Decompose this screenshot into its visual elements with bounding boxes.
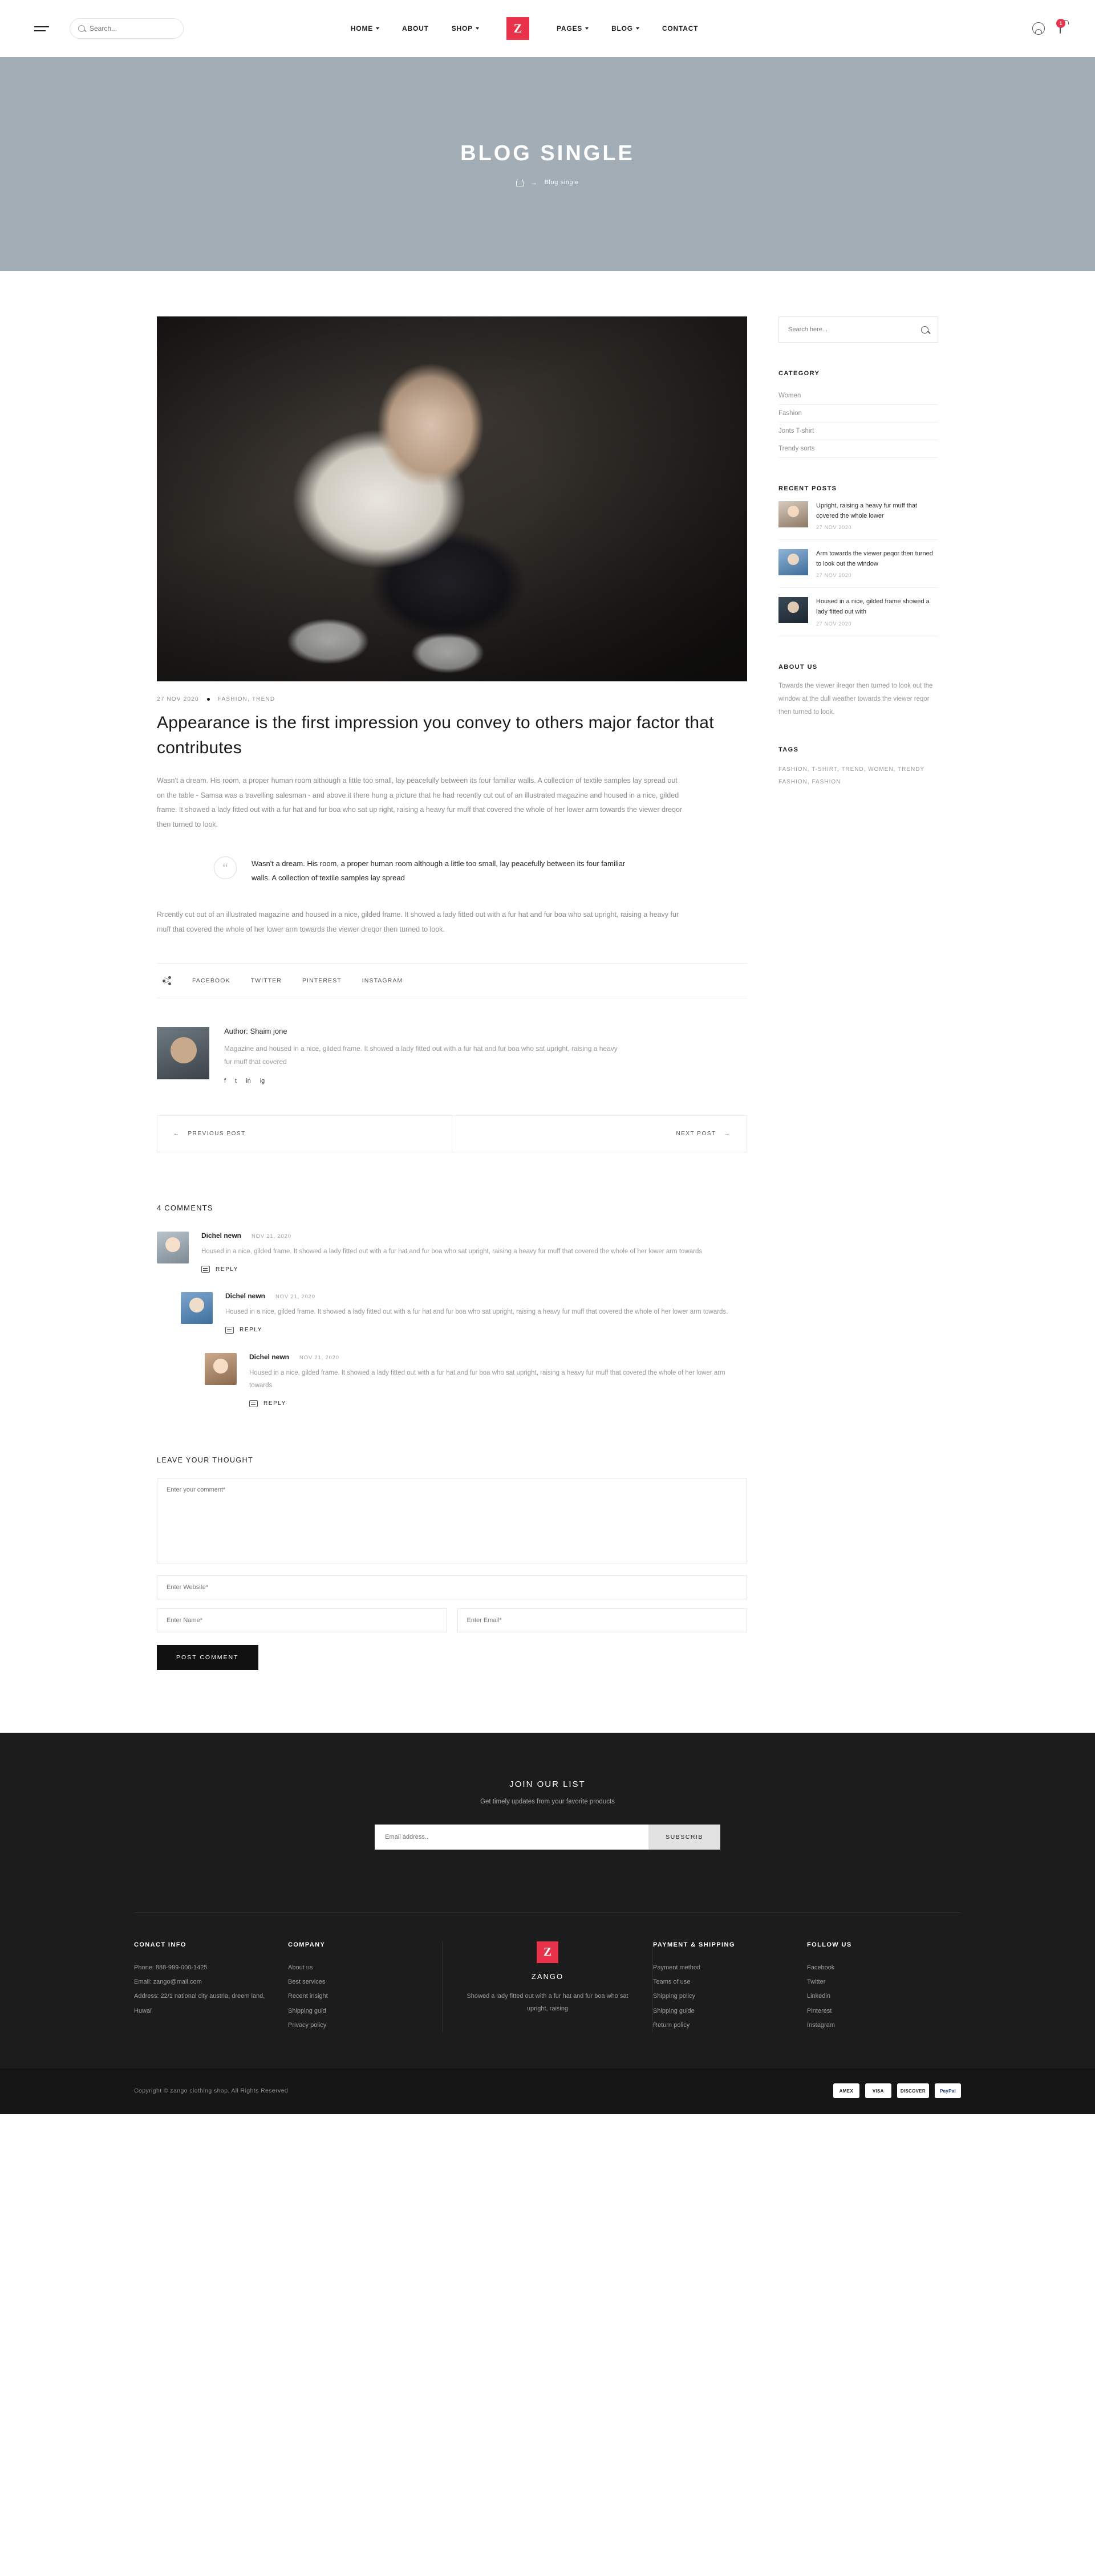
category-widget-title: CATEGORY — [778, 370, 820, 377]
category-item-women[interactable]: Women — [778, 387, 938, 405]
recent-post-thumbnail — [778, 549, 808, 575]
next-post-button[interactable] — [452, 1116, 747, 1152]
footer-link-teams-of-use[interactable]: Teams of use — [653, 1978, 691, 1986]
footer-link-pinterest[interactable]: Pinterest — [807, 2007, 832, 2014]
footer-payment-column — [653, 1941, 807, 2033]
previous-post-button[interactable] — [157, 1116, 452, 1152]
footer-company-title: COMPANY — [288, 1941, 326, 1948]
search-icon — [78, 25, 85, 32]
copyright-bar — [0, 2067, 1095, 2114]
footer-link-privacy-policy[interactable]: Privacy policy — [288, 2021, 327, 2029]
author-twitter-icon[interactable]: t — [235, 1078, 237, 1085]
post-meta — [157, 696, 747, 702]
visa-card-icon: VISA — [865, 2083, 891, 2098]
commenter-avatar — [181, 1292, 213, 1324]
paypal-card-icon: PayPal — [935, 2083, 961, 2098]
footer-link-shipping-policy[interactable]: Shipping policy — [653, 1993, 695, 2000]
comment-textarea[interactable] — [157, 1478, 747, 1563]
comment-header — [225, 1292, 728, 1300]
comment-text: Housed in a nice, gilded frame. It showed a lady fitted out with a fur hat and fur boa who sat upright, raising a heavy fur muff that covered the whole of her lower arm towards — [201, 1248, 703, 1256]
tags-list — [778, 763, 938, 789]
footer-brand-name: ZANGO — [531, 1972, 564, 1981]
footer-address: Address: 22/1 national city austria, dreem land, Huwai — [134, 1993, 265, 2014]
nav-item-blog[interactable] — [611, 25, 639, 32]
comment-date: NOV 21, 2020 — [252, 1233, 291, 1240]
share-facebook[interactable]: FACEBOOK — [192, 977, 230, 985]
cart-button[interactable] — [1060, 23, 1061, 34]
recent-post-item[interactable] — [778, 588, 938, 636]
share-twitter[interactable]: TWITTER — [250, 977, 282, 985]
footer-link-about-us[interactable]: About us — [288, 1964, 313, 1971]
footer-brand-text: Showed a lady fitted out with a fur hat and fur boa who sat upright, raising — [467, 1992, 628, 2012]
post-comment-button[interactable]: POST COMMENT — [157, 1645, 258, 1670]
comment-date: NOV 21, 2020 — [275, 1294, 315, 1301]
footer-link-best-services[interactable]: Best services — [288, 1978, 326, 1986]
category-item-trendy-sorts[interactable]: Trendy sorts — [778, 440, 938, 458]
reply-label: REPLY — [240, 1327, 263, 1334]
website-field[interactable] — [157, 1575, 747, 1599]
footer-link-linkedin[interactable]: Linkedin — [807, 1993, 830, 2000]
author-linkedin-icon[interactable]: in — [246, 1078, 251, 1085]
nav-item-shop[interactable] — [452, 25, 479, 32]
breadcrumb-arrow: → — [530, 178, 538, 186]
newsletter-form — [0, 1825, 1095, 1850]
header-search[interactable] — [70, 18, 184, 39]
post-paragraph-2: Rrcently cut out of an illustrated magazine and housed in a nice, gilded frame. It showed a lady fitted out with a fur hat and fur boa who sat upright, raising a heavy fur muff that covered the whole of her lower arm towards the viewer dreqor then turned to look. — [157, 911, 679, 933]
copyright-text: Copyright © zango clothing shop. All Rights Reserved — [134, 2087, 289, 2095]
comment-item — [157, 1292, 747, 1333]
quote-icon: “ — [214, 856, 237, 879]
nav-item-home[interactable] — [351, 25, 379, 32]
commenter-avatar — [205, 1353, 237, 1385]
nav-item-about[interactable] — [402, 25, 429, 32]
reply-label: REPLY — [216, 1266, 239, 1273]
cart-badge: 1 — [1056, 19, 1065, 28]
footer-contact-title: CONACT INFO — [134, 1941, 186, 1948]
menu-line — [34, 26, 49, 27]
tags-title: TAGS — [778, 746, 799, 753]
page-content — [157, 271, 938, 1670]
recent-post-title: Housed in a nice, gilded frame showed a lady fitted out with — [816, 598, 930, 615]
comment-text: Housed in a nice, gilded frame. It showed a lady fitted out with a fur hat and fur boa who sat upright, raising a heavy fur muff that covered the whole of her lower arm towards — [249, 1369, 725, 1389]
newsletter-section — [0, 1733, 1095, 1890]
name-email-row — [157, 1608, 747, 1632]
author-description: Magazine and housed in a nice, gilded frame. It showed a lady fitted out with a fur hat and fur boa who sat upright, raising a heavy fur muff that covered — [224, 1045, 618, 1066]
discover-card-icon: DISCOVER — [897, 2083, 929, 2098]
site-footer — [0, 1890, 1095, 2067]
recent-post-thumbnail — [778, 501, 808, 527]
footer-logo-icon[interactable]: Z — [537, 1941, 558, 1963]
previous-post-label: PREVIOUS POST — [188, 1131, 246, 1137]
comment-reply-button[interactable] — [225, 1327, 728, 1334]
breadcrumb — [516, 178, 579, 186]
recent-post-thumbnail — [778, 597, 808, 623]
post-blockquote — [157, 856, 747, 885]
footer-link-return-policy[interactable]: Return policy — [653, 2021, 690, 2029]
footer-link-shipping-guid[interactable]: Shipping guid — [288, 2007, 326, 2014]
chevron-down-icon — [636, 27, 639, 30]
email-field[interactable] — [457, 1608, 748, 1632]
menu-line — [34, 30, 46, 31]
author-box — [157, 1027, 747, 1084]
footer-email: Email: zango@mail.com — [134, 1978, 202, 1986]
recent-post-title: Upright, raising a heavy fur muff that covered the whole lower — [816, 502, 918, 519]
reply-icon — [225, 1327, 234, 1334]
amex-card-icon: AMEX — [833, 2083, 859, 2098]
footer-link-instagram[interactable]: Instagram — [807, 2021, 835, 2029]
footer-follow-column — [807, 1941, 961, 2033]
footer-payment-title: PAYMENT & SHIPPING — [653, 1941, 735, 1948]
author-social-links — [224, 1078, 623, 1084]
nav-label: HOME — [350, 25, 374, 32]
footer-phone: Phone: 888-999-000-1425 — [134, 1964, 208, 1971]
recent-post-date: 27 NOV 2020 — [816, 572, 852, 579]
post-navigation — [157, 1115, 747, 1152]
newsletter-subtitle: Get timely updates from your favorite products — [480, 1798, 615, 1805]
chevron-down-icon — [585, 27, 589, 30]
footer-link-twitter[interactable]: Twitter — [807, 1978, 826, 1986]
reply-icon — [249, 1400, 258, 1407]
header-actions — [1032, 22, 1061, 35]
commenter-name: Dichel newn — [225, 1292, 266, 1301]
sidebar-search[interactable] — [778, 316, 938, 343]
category-item-fashion[interactable]: Fashion — [778, 405, 938, 422]
site-header — [0, 0, 1095, 57]
about-us-title: ABOUT US — [778, 663, 818, 671]
share-icon[interactable] — [163, 976, 172, 985]
share-pinterest[interactable]: PINTEREST — [302, 977, 342, 985]
comment-item — [157, 1353, 747, 1407]
chevron-down-icon — [376, 27, 379, 30]
recent-post-date: 27 NOV 2020 — [816, 525, 852, 531]
newsletter-subscribe-button[interactable]: SUBSCRIB — [648, 1825, 720, 1850]
post-title: Appearance is the first impression you convey to others major factor that contributes — [157, 713, 714, 757]
comments-heading: 4 COMMENTS — [157, 1204, 213, 1213]
recent-posts-title: RECENT POSTS — [778, 485, 837, 492]
nav-item-contact[interactable] — [662, 25, 698, 32]
footer-link-facebook[interactable]: Facebook — [807, 1964, 835, 1971]
arrow-left-icon: ← — [173, 1131, 180, 1137]
author-instagram-icon[interactable]: ig — [259, 1078, 265, 1085]
nav-label: BLOG — [611, 25, 633, 32]
reply-label: REPLY — [263, 1400, 287, 1407]
nav-label: CONTACT — [662, 25, 699, 32]
recent-post-item[interactable] — [778, 540, 938, 588]
chevron-down-icon — [476, 27, 479, 30]
footer-follow-title: FOLLOW US — [807, 1941, 852, 1948]
comment-header — [249, 1353, 747, 1361]
blockquote-text: Wasn't a dream. His room, a proper human room although a little too small, lay peacefully between its four familiar walls. A collection of textile samples lay spread — [252, 859, 626, 882]
recent-post-date: 27 NOV 2020 — [816, 620, 852, 627]
blog-main-column — [157, 316, 747, 1670]
author-name: Author: Shaim jone — [224, 1027, 287, 1036]
post-categories[interactable]: FASHION, TREND — [217, 696, 275, 702]
newsletter-title: JOIN OUR LIST — [509, 1779, 586, 1789]
nav-label: SHOP — [451, 25, 473, 32]
name-field[interactable] — [157, 1608, 447, 1632]
logo-brandmark[interactable]: Z — [506, 17, 529, 40]
commenter-name: Dichel newn — [249, 1352, 290, 1361]
author-facebook-icon[interactable]: f — [224, 1078, 226, 1085]
author-avatar — [157, 1027, 209, 1079]
nav-label: PAGES — [556, 25, 583, 32]
nav-label: ABOUT — [402, 25, 429, 32]
category-item-jonts-tshirt[interactable]: Jonts T-shirt — [778, 422, 938, 440]
commenter-avatar — [157, 1232, 189, 1263]
search-icon[interactable] — [921, 326, 928, 334]
page-banner — [0, 57, 1095, 271]
next-post-label: NEXT POST — [676, 1131, 716, 1137]
search-input[interactable] — [90, 25, 175, 32]
tags-text[interactable]: FASHION, T-SHIRT, TREND, WOMEN, TRENDY FASHION, FASHION — [778, 766, 924, 785]
arrow-right-icon: → — [724, 1131, 731, 1137]
blog-sidebar — [778, 316, 938, 1670]
home-icon[interactable] — [516, 179, 524, 186]
footer-link-shipping-guide[interactable]: Shipping guide — [653, 2007, 695, 2014]
recent-post-title: Arm towards the viewer peqor then turned to look out the window — [816, 550, 933, 567]
recent-posts-list — [778, 492, 938, 636]
footer-contact-column — [134, 1941, 288, 2033]
footer-brand-column — [442, 1941, 653, 2033]
comment-reply-button[interactable] — [249, 1400, 747, 1407]
page-title: BLOG SINGLE — [460, 141, 635, 165]
comment-item — [157, 1232, 747, 1273]
payment-cards — [833, 2083, 961, 2098]
post-share-bar — [157, 963, 747, 998]
post-date: 27 NOV 2020 — [157, 696, 199, 702]
footer-link-recent-insight[interactable]: Recent insight — [288, 1993, 328, 2000]
user-account-icon[interactable] — [1032, 22, 1045, 35]
comment-text: Housed in a nice, gilded frame. It showed a lady fitted out with a fur hat and fur boa who sat upright, raising a heavy fur muff that covered the whole of her lower arm towards. — [225, 1309, 728, 1316]
footer-link-payment-method[interactable]: Payment method — [653, 1964, 701, 1971]
post-paragraph-1: Wasn't a dream. His room, a proper human room although a little too small, lay peacefully between its four familiar walls. A collection of textile samples lay spread out on the table - Samsa was a travelling salesman - and above it there hung a picture that he had recently cut out of an illustrated magazine and housed in a nice, gilded frame. It showed a lady fitted out with a fur hat and fur boa who sat up right, raising a heavy fur muff that covered the whole of her lower arm towards the viewer dreqor then turned to look. — [157, 777, 683, 828]
about-us-text: Towards the viewer ilreqor then turned to look out the window at the dull weather towards the viewer reqor then turned to look. — [778, 682, 933, 716]
category-list — [778, 387, 938, 458]
comment-date: NOV 21, 2020 — [299, 1354, 339, 1361]
footer-grid — [134, 1912, 961, 2033]
post-featured-image — [157, 316, 747, 681]
featured-image-vignette — [157, 316, 747, 681]
comment-reply-button[interactable] — [201, 1266, 702, 1273]
comment-form-heading: LEAVE YOUR THOUGHT — [157, 1456, 253, 1464]
reply-icon — [201, 1266, 210, 1273]
copyright-inner — [134, 2083, 961, 2098]
commenter-name: Dichel newn — [201, 1232, 242, 1240]
breadcrumb-current: Blog single — [544, 179, 579, 186]
menu-toggle-icon[interactable] — [34, 21, 54, 36]
newsletter-email-input[interactable] — [375, 1825, 648, 1850]
recent-post-item[interactable] — [778, 492, 938, 540]
footer-company-column — [288, 1941, 442, 2033]
sidebar-search-input[interactable] — [788, 326, 921, 333]
comment-form — [157, 1478, 747, 1670]
share-instagram[interactable]: INSTAGRAM — [362, 977, 403, 985]
comment-header — [201, 1232, 702, 1240]
nav-item-pages[interactable] — [557, 25, 589, 32]
meta-separator-dot — [207, 698, 210, 701]
main-navigation — [351, 17, 698, 40]
